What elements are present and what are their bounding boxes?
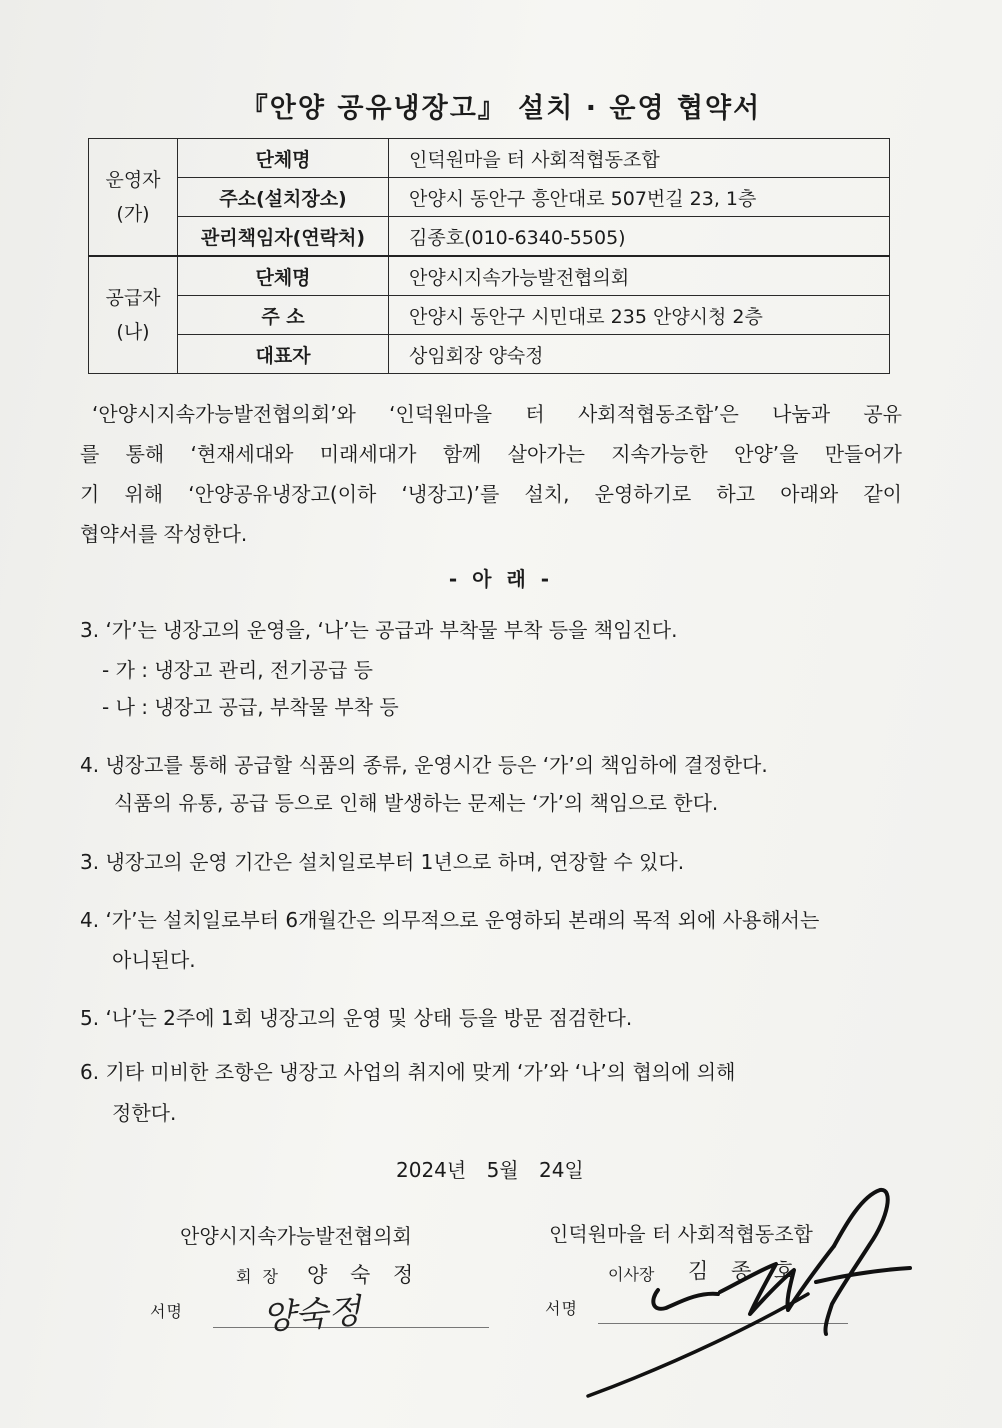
svg-text:양숙정: 양숙정 [260, 1291, 363, 1339]
row-label: 대표자 [178, 335, 389, 374]
row-value: 안양시 동안구 흥안대로 507번길 23, 1층 [389, 178, 890, 217]
row-value: 상임회장 양숙정 [389, 335, 890, 374]
left-signatory-org: 안양시지속가능발전협의회 [180, 1224, 412, 1248]
left-signatory-name: 양 숙 정 [307, 1263, 422, 1287]
parties-table [88, 138, 890, 374]
clause-2: 4. 냉장고를 통해 공급할 식품의 종류, 운영시간 등은 ‘가’의 책임하에 결정한다. [80, 753, 768, 777]
clause-1-sub-a: - 가 : 냉장고 관리, 전기공급 등 [102, 658, 373, 682]
intro-line: 를 통해 ‘현재세대와 미래세대가 함께 살아가는 지속가능한 안양’을 만들어가 [80, 442, 902, 466]
clause-6: 6. 기타 미비한 조항은 냉장고 사업의 취지에 맞게 ‘가’와 ‘나’의 협의에 의해 [80, 1060, 736, 1084]
intro-line: 기 위해 ‘안양공유냉장고(이하 ‘냉장고)’를 설치, 운영하기로 하고 아래와 같이 [80, 482, 902, 506]
agreement-date: 2024년 5월 24일 [396, 1158, 584, 1182]
clause-4: 4. ‘가’는 설치일로부터 6개월간은 의무적으로 운영하되 본래의 목적 외에 사용해서는 [80, 908, 820, 932]
clause-6-cont: 정한다. [112, 1101, 177, 1125]
table-row [89, 256, 890, 296]
supplier-party-label: 공급자 (나) [89, 256, 178, 374]
section-heading: - 아 래 - [448, 567, 554, 591]
row-label: 관리책임자(연락처) [178, 217, 389, 257]
right-handwritten-signature [580, 1182, 915, 1402]
clause-5: 5. ‘나’는 2주에 1회 냉장고의 운영 및 상태 등을 방문 점검한다. [80, 1006, 633, 1030]
clause-4-cont: 아니된다. [112, 948, 196, 972]
table-row [89, 139, 890, 178]
right-sign-label: 서명 [545, 1299, 578, 1318]
left-signatory-title: 회 장 [236, 1267, 281, 1286]
right-signatory-title: 이사장 [608, 1265, 655, 1284]
table-row [89, 296, 890, 335]
clause-1-sub-b: - 나 : 냉장고 공급, 부착물 부착 등 [102, 695, 399, 719]
intro-line: ‘안양시지속가능발전협의회’와 ‘인덕원마을 터 사회적협동조합’은 나눔과 공유 [92, 402, 902, 426]
left-handwritten-signature [258, 1282, 368, 1344]
row-value: 인덕원마을 터 사회적협동조합 [389, 139, 890, 178]
table-row [89, 335, 890, 374]
table-row [89, 217, 890, 257]
right-signatory-name: 김 종 호 [688, 1259, 803, 1283]
operator-party-label: 운영자 (가) [89, 139, 178, 257]
row-label: 단체명 [178, 139, 389, 178]
table-row [89, 178, 890, 217]
row-value: 안양시 동안구 시민대로 235 안양시청 2층 [389, 296, 890, 335]
clause-1: 3. ‘가’는 냉장고의 운영을, ‘나’는 공급과 부착물 부착 등을 책임진다. [80, 618, 678, 642]
row-value: 안양시지속가능발전협의회 [389, 256, 890, 296]
row-label: 주 소 [178, 296, 389, 335]
row-label: 단체명 [178, 256, 389, 296]
clause-3: 3. 냉장고의 운영 기간은 설치일로부터 1년으로 하며, 연장할 수 있다. [80, 850, 685, 874]
left-sign-label: 서명 [150, 1302, 183, 1321]
intro-line: 협약서를 작성한다. [80, 522, 248, 546]
intro-paragraph [80, 394, 902, 554]
clause-2-cont: 식품의 유통, 공급 등으로 인해 발생하는 문제는 ‘가’의 책임으로 한다. [114, 791, 719, 815]
row-label: 주소(설치장소) [178, 178, 389, 217]
document-title: 『안양 공유냉장고』 설치 · 운영 협약서 [240, 93, 762, 124]
row-value: 김종호(010-6340-5505) [389, 217, 890, 257]
right-signatory-org: 인덕원마을 터 사회적협동조합 [549, 1222, 813, 1246]
